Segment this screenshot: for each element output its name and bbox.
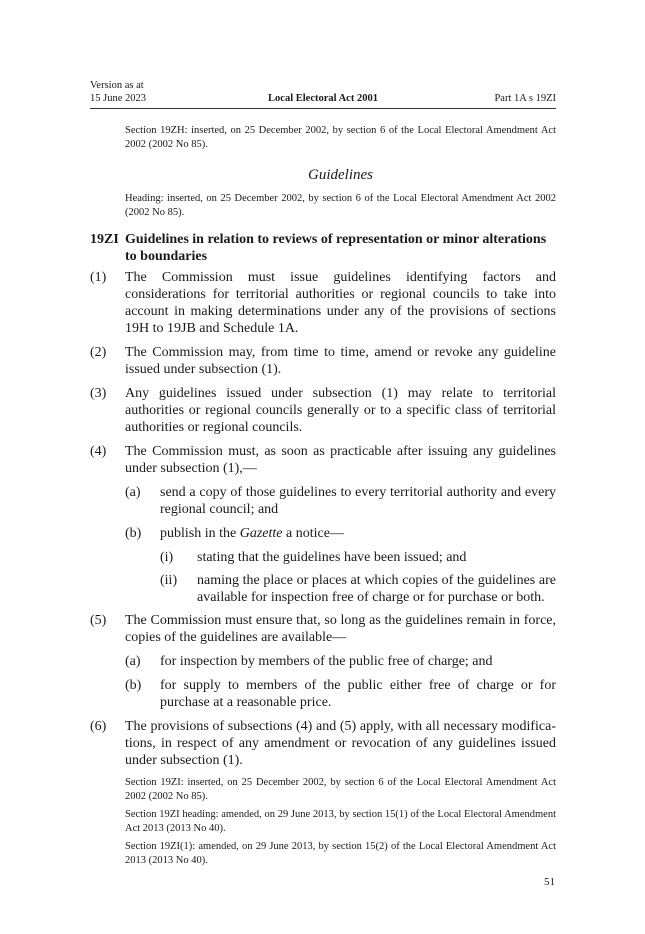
subsection-3 bbox=[90, 385, 556, 436]
subparagraph-text: stating that the guidelines have been issued; and bbox=[197, 550, 467, 565]
history-note: Section 19ZI: inserted, on 25 December 2002, by section 6 of the Local Electoral Amendment Act 2002 (2002 No 85). bbox=[125, 777, 556, 802]
subsection-text: The Commission must, as soon as practicable after issuing any guidelines under subsection (1),— bbox=[125, 444, 556, 476]
subsection-5 bbox=[90, 612, 556, 646]
paragraph-5b bbox=[125, 677, 556, 711]
subsection-text: The Commission must ensure that, so long as the guidelines remain in force, copies of the guidelines are available— bbox=[125, 613, 556, 645]
subparagraph-label: (i) bbox=[160, 550, 174, 565]
subparagraph-4b-ii bbox=[160, 572, 556, 606]
act-title: Local Electoral Act 2001 bbox=[268, 92, 378, 104]
paragraph-label: (b) bbox=[125, 678, 142, 693]
paragraph-text bbox=[160, 525, 556, 542]
subsection-text: The Commission must issue guidelines identifying factors and considerations for territorial authorities or regional councils to take into account in making determinations under any of the provisions of sections 19H to 19JB and Schedule 1A. bbox=[125, 270, 556, 336]
subparagraph-4b-i bbox=[160, 549, 556, 566]
subsection-label: (3) bbox=[90, 386, 107, 401]
subsection-6 bbox=[90, 718, 556, 769]
subsection-label: (6) bbox=[90, 719, 107, 734]
history-note: Section 19ZH: inserted, on 25 December 2002, by section 6 of the Local Electoral Amendment Act 2002 (2002 No 85). bbox=[125, 125, 556, 150]
paragraph-4b bbox=[125, 525, 556, 542]
paragraph-text: for inspection by members of the public free of charge; and bbox=[160, 654, 493, 669]
section-number: 19ZI bbox=[90, 232, 119, 247]
text-post: a notice— bbox=[282, 526, 344, 541]
subsection-1 bbox=[90, 269, 556, 337]
subsection-2 bbox=[90, 344, 556, 378]
version-line2: 15 June 2023 bbox=[90, 92, 146, 104]
page-number: 51 bbox=[544, 876, 555, 888]
subsection-label: (2) bbox=[90, 345, 107, 360]
cross-heading: Guidelines bbox=[308, 167, 373, 183]
part-reference: Part 1A s 19ZI bbox=[494, 92, 556, 104]
paragraph-5a bbox=[125, 653, 556, 670]
subsection-label: (1) bbox=[90, 270, 107, 285]
history-note: Section 19ZI heading: amended, on 29 June 2013, by section 15(1) of the Local Electoral Amendment Act 2013 (2013 No 40). bbox=[125, 809, 556, 834]
gazette-italic: Gazette bbox=[239, 526, 283, 541]
section-heading bbox=[90, 231, 556, 265]
heading-history-note: Heading: inserted, on 25 December 2002, by section 6 of the Local Electoral Amendment Act 2002 (2002 No 85). bbox=[125, 193, 556, 218]
subparagraph-text: naming the place or places at which copies of the guidelines are available for inspection free of charge or for purchase or both. bbox=[197, 573, 556, 605]
subsection-text: Any guidelines issued under subsection (1) may relate to territorial authorities or regional councils generally or to a specific class of territorial authorities or regional councils. bbox=[125, 386, 556, 435]
version-line1: Version as at bbox=[90, 80, 144, 91]
subsection-label: (5) bbox=[90, 613, 107, 628]
subsection-text: The Commission may, from time to time, amend or revoke any guideline issued under subsection (1). bbox=[125, 345, 556, 377]
paragraph-label: (a) bbox=[125, 654, 141, 669]
paragraph-text: for supply to members of the public either free of charge or for purchase at a reasonable price. bbox=[160, 678, 556, 710]
page-body bbox=[90, 124, 556, 872]
paragraph-4a bbox=[125, 484, 556, 518]
subsection-text: The provisions of subsections (4) and (5) apply, with all necessary modifications, in respect of any amendment or revocation of any guidelines issued under subsection (1). bbox=[125, 719, 556, 768]
paragraph-label: (b) bbox=[125, 526, 142, 541]
subparagraph-label: (ii) bbox=[160, 573, 178, 588]
subsection-4 bbox=[90, 443, 556, 477]
subsection-label: (4) bbox=[90, 444, 107, 459]
header-divider bbox=[90, 108, 556, 109]
text-pre: publish in the bbox=[160, 526, 240, 541]
paragraph-text: send a copy of those guidelines to every territorial authority and every regional council; and bbox=[160, 485, 556, 517]
section-title: Guidelines in relation to reviews of representation or minor alterations to boundaries bbox=[125, 232, 547, 264]
paragraph-label: (a) bbox=[125, 485, 141, 500]
history-note: Section 19ZI(1): amended, on 29 June 2013, by section 15(2) of the Local Electoral Amendment Act 2013 (2013 No 40). bbox=[125, 841, 556, 866]
